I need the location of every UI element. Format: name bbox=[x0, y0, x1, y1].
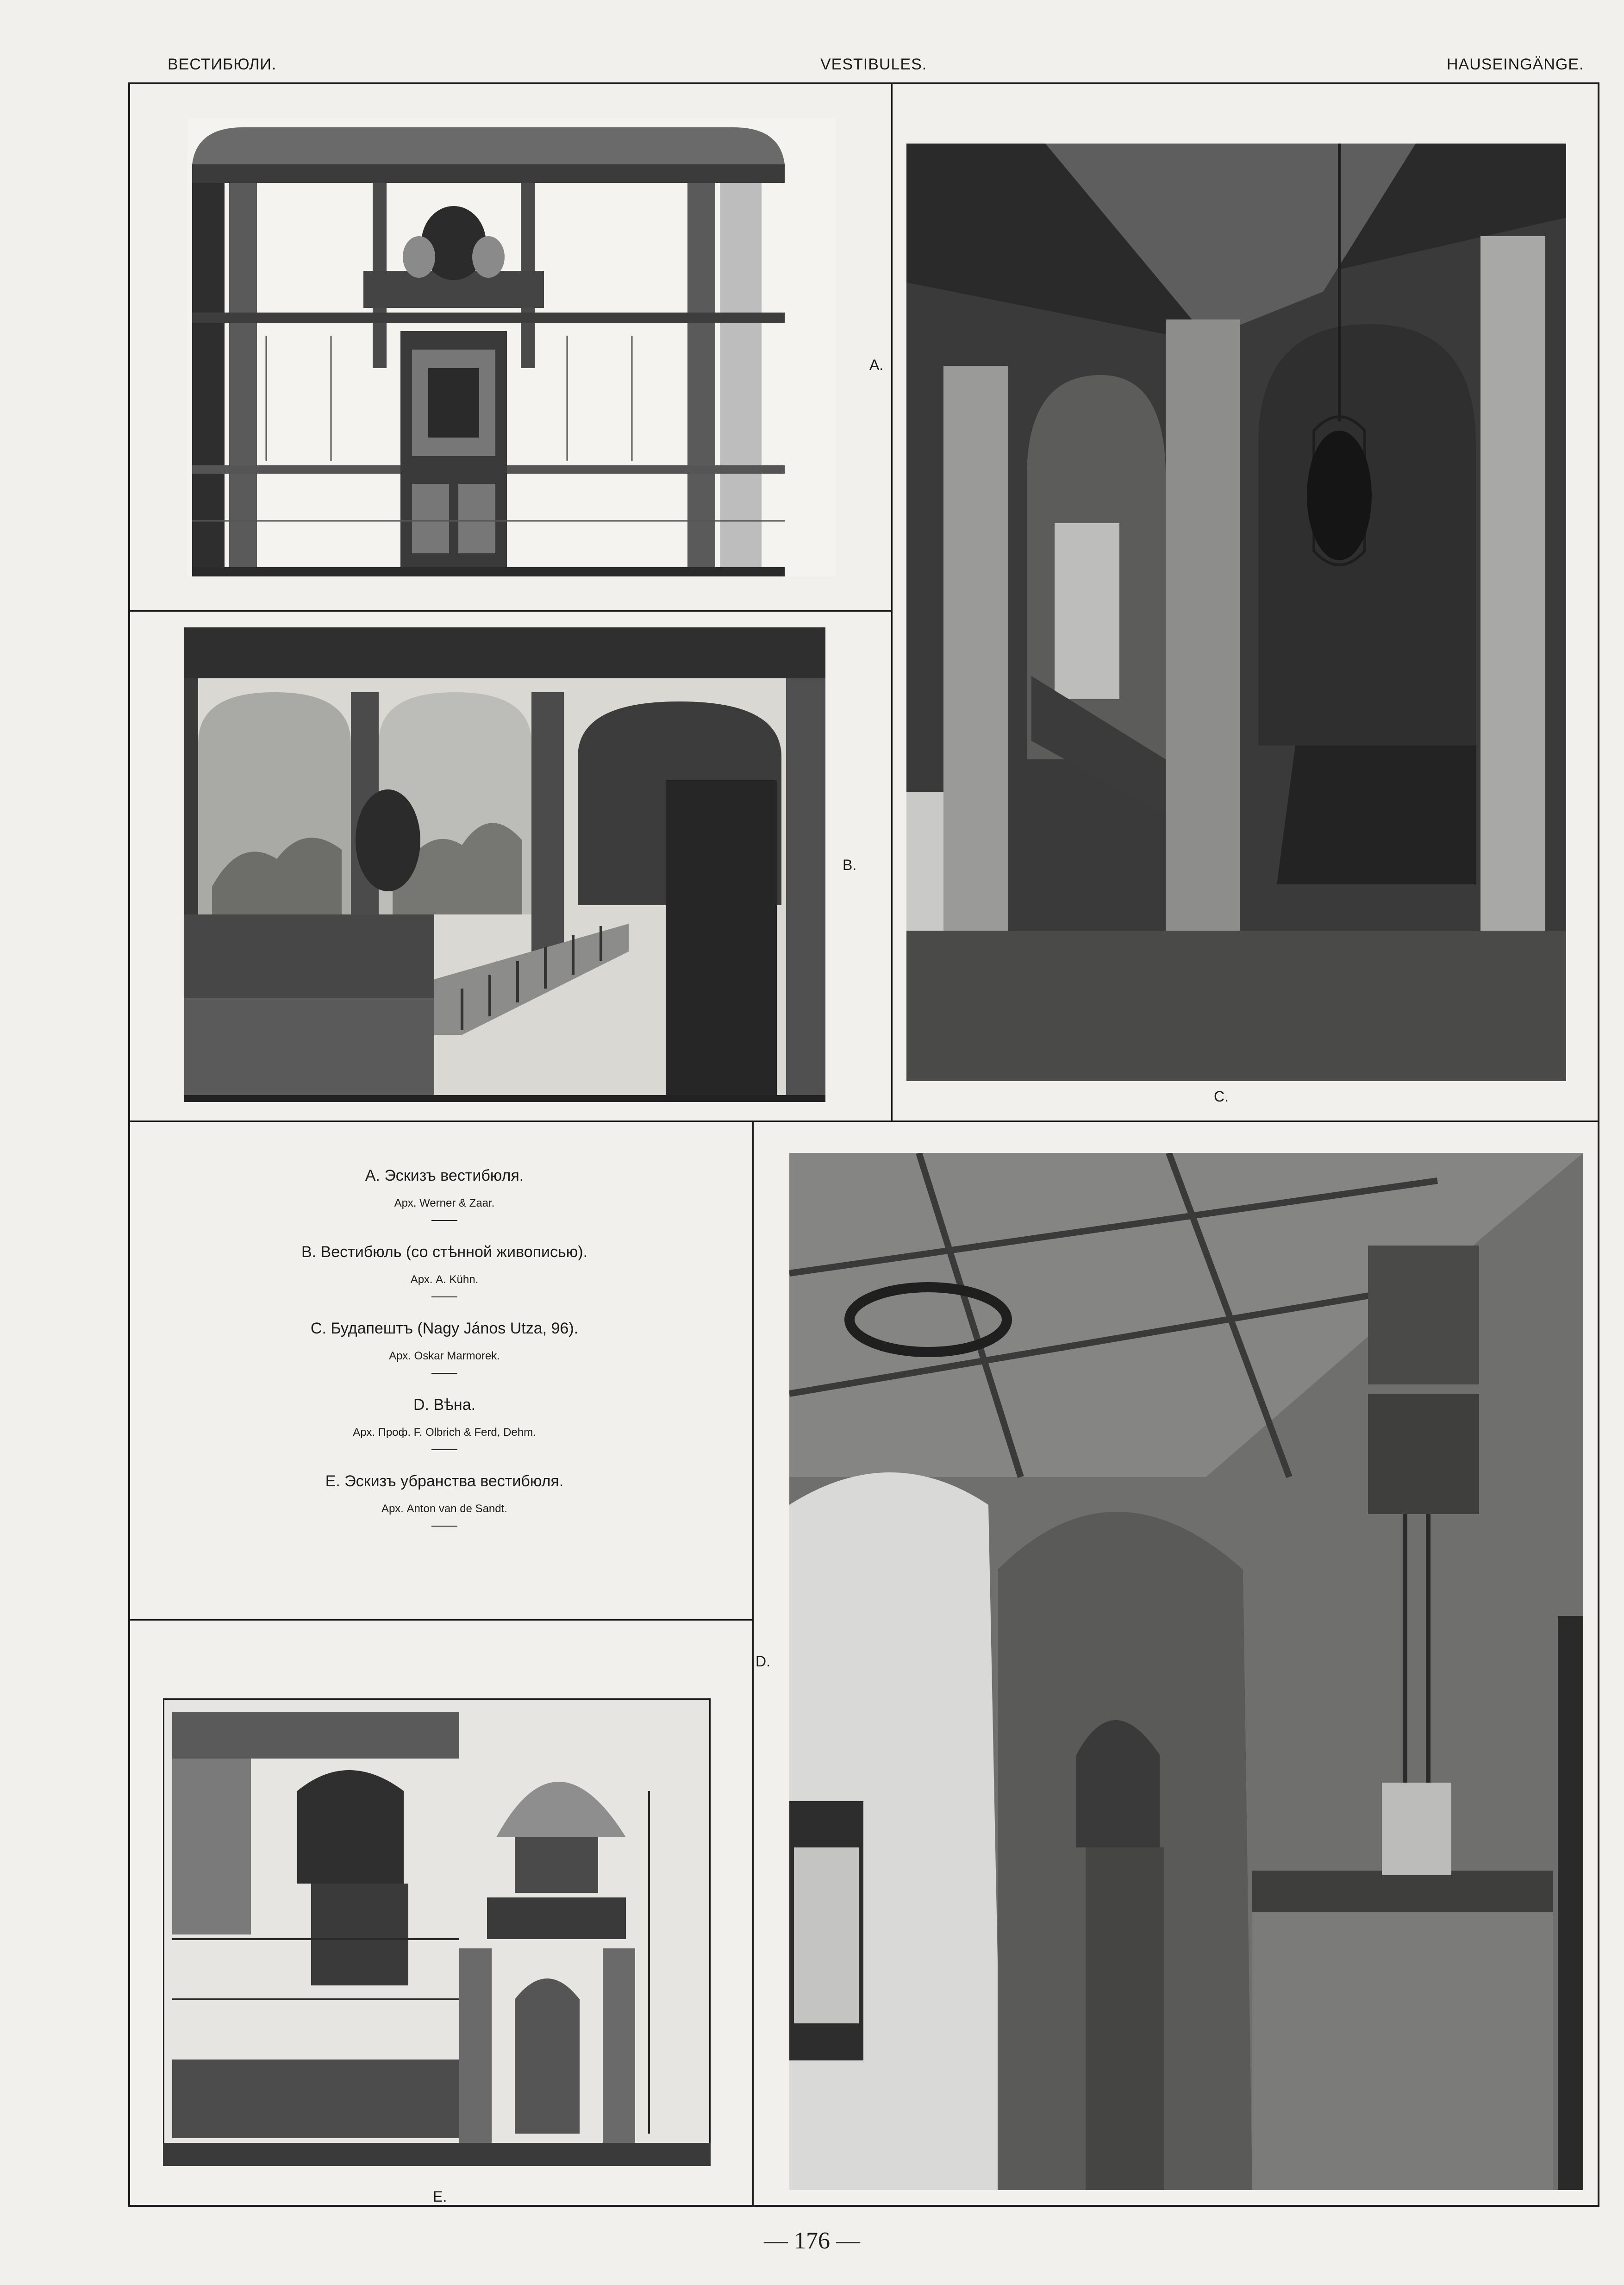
header-right: HAUSEINGÄNGE. bbox=[1447, 56, 1584, 73]
plate-e-letter: E. bbox=[433, 2188, 447, 2205]
caption-divider bbox=[431, 1449, 457, 1450]
caption-author: Арх. Werner & Zaar. bbox=[394, 1197, 495, 1209]
plate-e-drawing bbox=[163, 1698, 711, 2166]
plate-d-letter: D. bbox=[756, 1653, 770, 1670]
plate-b-letter: B. bbox=[843, 857, 857, 873]
divider-a-b bbox=[129, 610, 892, 612]
vienna-vestibule-photo bbox=[789, 1153, 1583, 2190]
caption-divider bbox=[431, 1373, 457, 1374]
caption-divider bbox=[431, 1220, 457, 1221]
caption-divider bbox=[431, 1296, 457, 1297]
divider-caption-e bbox=[129, 1619, 753, 1621]
plate-c-letter: C. bbox=[1214, 1088, 1229, 1105]
vestibule-elevation-illustration bbox=[187, 118, 836, 576]
budapest-vestibule-photo bbox=[906, 144, 1566, 1081]
caption-author: Арх. Проф. F. Olbrich & Ferd, Dehm. bbox=[353, 1426, 536, 1439]
caption-item-b bbox=[139, 1243, 750, 1297]
caption-title: C. Будапештъ (Nagy János Utza, 96). bbox=[310, 1320, 579, 1337]
divider-middle bbox=[129, 1121, 1599, 1122]
caption-item-e bbox=[139, 1472, 750, 1527]
plate-d-photo bbox=[789, 1153, 1583, 2190]
page-number: — 176 — bbox=[764, 2228, 860, 2254]
plate-c-photo bbox=[906, 144, 1566, 1081]
header-left: ВЕСТИБЮЛИ. bbox=[168, 56, 277, 73]
caption-title: D. Вѣна. bbox=[413, 1396, 476, 1414]
plate-a-letter: A. bbox=[869, 357, 884, 373]
painted-vestibule-illustration bbox=[184, 627, 825, 1102]
caption-list bbox=[139, 1167, 750, 1549]
caption-item-a bbox=[139, 1167, 750, 1221]
caption-title: E. Эскизъ убранства вестибюля. bbox=[325, 1472, 564, 1490]
header-center: VESTIBULES. bbox=[820, 56, 927, 73]
caption-title: A. Эскизъ вестибюля. bbox=[365, 1167, 524, 1184]
caption-divider bbox=[431, 1526, 457, 1527]
caption-item-d bbox=[139, 1396, 750, 1450]
caption-item-c bbox=[139, 1320, 750, 1374]
plate-b-drawing bbox=[184, 627, 825, 1102]
caption-author: Арх. Anton van de Sandt. bbox=[381, 1502, 507, 1515]
caption-title: B. Вестибюль (со стѣнной живописью). bbox=[301, 1243, 588, 1261]
plate-a-drawing bbox=[187, 118, 836, 576]
divider-vertical-top bbox=[891, 83, 893, 1121]
divider-vertical-bottom bbox=[752, 1121, 754, 2206]
caption-author: Арх. Oskar Marmorek. bbox=[389, 1350, 500, 1362]
vestibule-furnishing-sketch bbox=[163, 1698, 711, 2166]
caption-author: Арх. A. Kühn. bbox=[410, 1273, 479, 1286]
